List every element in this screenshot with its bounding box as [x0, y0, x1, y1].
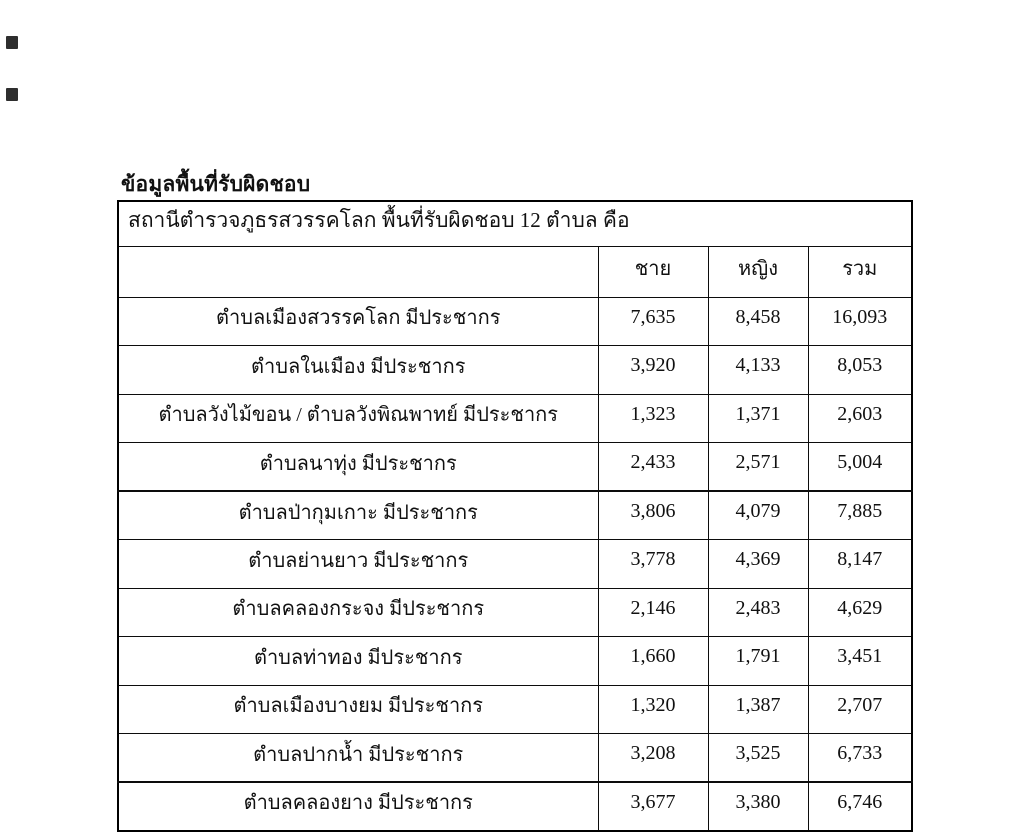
population-table — [117, 200, 913, 832]
male-count: 1,323 — [598, 394, 708, 443]
table-row — [118, 734, 912, 783]
page-title: ข้อมูลพื้นที่รับผิดชอบ — [121, 172, 311, 196]
total-count: 16,093 — [808, 297, 912, 346]
subdistrict-name: ตำบลวังไม้ขอน / ตำบลวังพิณพาทย์ มีประชากร — [118, 394, 598, 443]
female-count: 4,133 — [708, 346, 808, 395]
male-count: 3,806 — [598, 491, 708, 540]
subdistrict-name: ตำบลเมืองสวรรคโลก มีประชากร — [118, 297, 598, 346]
male-count: 3,208 — [598, 734, 708, 783]
male-count: 3,920 — [598, 346, 708, 395]
total-count: 2,707 — [808, 685, 912, 734]
total-count: 5,004 — [808, 443, 912, 492]
table-row — [118, 346, 912, 395]
table-row — [118, 297, 912, 346]
female-count: 8,458 — [708, 297, 808, 346]
scan-artifact-mark — [6, 36, 18, 49]
table-caption: สถานีตำรวจภูธรสวรรคโลก พื้นที่รับผิดชอบ 12 ตำบล คือ — [118, 201, 912, 246]
male-count: 7,635 — [598, 297, 708, 346]
total-count: 6,746 — [808, 782, 912, 831]
subdistrict-name: ตำบลย่านยาว มีประชากร — [118, 540, 598, 589]
column-header-name — [118, 246, 598, 297]
male-count: 1,320 — [598, 685, 708, 734]
subdistrict-name: ตำบลเมืองบางยม มีประชากร — [118, 685, 598, 734]
total-count: 8,147 — [808, 540, 912, 589]
female-count: 1,371 — [708, 394, 808, 443]
subdistrict-name: ตำบลป่ากุมเกาะ มีประชากร — [118, 491, 598, 540]
column-header-male: ชาย — [598, 246, 708, 297]
female-count: 2,483 — [708, 588, 808, 637]
table-row — [118, 443, 912, 492]
total-count: 6,733 — [808, 734, 912, 783]
total-count: 3,451 — [808, 637, 912, 686]
female-count: 3,380 — [708, 782, 808, 831]
table-caption-row — [118, 201, 912, 246]
female-count: 2,571 — [708, 443, 808, 492]
subdistrict-name: ตำบลคลองยาง มีประชากร — [118, 782, 598, 831]
table-row — [118, 588, 912, 637]
male-count: 3,778 — [598, 540, 708, 589]
subdistrict-name: ตำบลท่าทอง มีประชากร — [118, 637, 598, 686]
female-count: 3,525 — [708, 734, 808, 783]
table-row — [118, 394, 912, 443]
subdistrict-name: ตำบลในเมือง มีประชากร — [118, 346, 598, 395]
male-count: 1,660 — [598, 637, 708, 686]
total-count: 8,053 — [808, 346, 912, 395]
table-row — [118, 540, 912, 589]
subdistrict-name: ตำบลคลองกระจง มีประชากร — [118, 588, 598, 637]
total-count: 7,885 — [808, 491, 912, 540]
male-count: 2,146 — [598, 588, 708, 637]
subdistrict-name: ตำบลนาทุ่ง มีประชากร — [118, 443, 598, 492]
column-header-female: หญิง — [708, 246, 808, 297]
total-count: 4,629 — [808, 588, 912, 637]
female-count: 1,387 — [708, 685, 808, 734]
male-count: 3,677 — [598, 782, 708, 831]
table-row — [118, 637, 912, 686]
table-body — [118, 297, 912, 831]
table-row — [118, 491, 912, 540]
male-count: 2,433 — [598, 443, 708, 492]
table-header-row — [118, 246, 912, 297]
female-count: 4,079 — [708, 491, 808, 540]
female-count: 1,791 — [708, 637, 808, 686]
table-row — [118, 685, 912, 734]
subdistrict-name: ตำบลปากน้ำ มีประชากร — [118, 734, 598, 783]
total-count: 2,603 — [808, 394, 912, 443]
table-row — [118, 782, 912, 831]
scan-artifact-mark — [6, 88, 18, 101]
female-count: 4,369 — [708, 540, 808, 589]
column-header-total: รวม — [808, 246, 912, 297]
